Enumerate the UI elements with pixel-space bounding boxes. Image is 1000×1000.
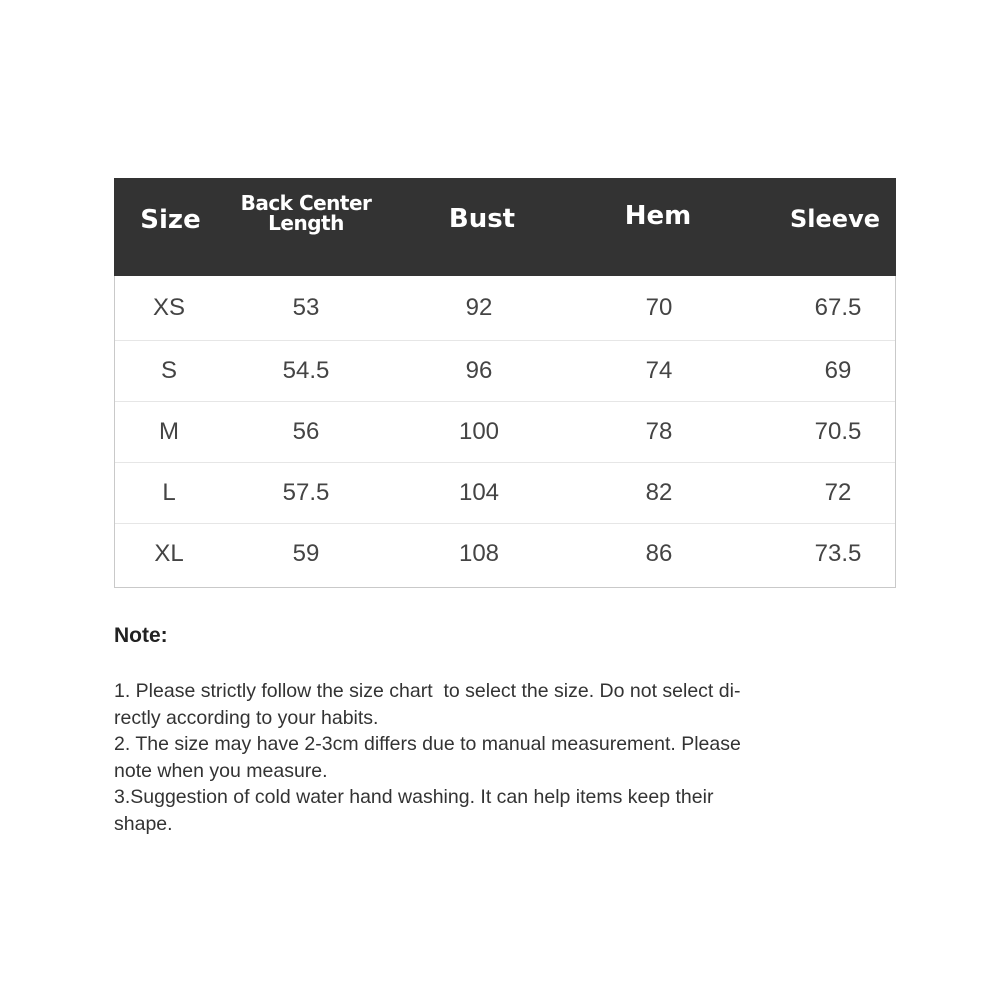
cell-bust: 108	[458, 540, 500, 567]
size-chart-body	[115, 276, 895, 584]
table-row	[115, 524, 895, 584]
header-size: Size	[140, 205, 201, 235]
cell-sleeve: 69	[824, 357, 852, 384]
cell-size: S	[160, 357, 177, 384]
table-row	[115, 463, 895, 524]
cell-sleeve: 70.5	[814, 418, 862, 445]
cell-back-center-length: 54.5	[282, 357, 330, 384]
cell-sleeve: 72	[824, 479, 852, 506]
note-line: 2. The size may have 2-3cm differs due to manual measurement. Please	[114, 733, 741, 755]
note-line: note when you measure.	[114, 759, 328, 782]
cell-hem: 82	[645, 479, 673, 506]
cell-size: XL	[154, 540, 184, 567]
cell-hem: 74	[645, 357, 673, 384]
cell-size: L	[162, 479, 176, 506]
note-line: shape.	[114, 812, 173, 835]
header-back-center-line2: Length	[268, 211, 344, 235]
header-back-center-length	[232, 164, 380, 262]
note-line: 3.Suggestion of cold water hand washing. It can help items keep their	[114, 786, 714, 808]
cell-hem: 78	[645, 418, 673, 445]
header-sleeve: Sleeve	[790, 205, 880, 233]
cell-bust: 104	[458, 479, 500, 506]
table-row	[115, 276, 895, 341]
cell-back-center-length: 59	[292, 540, 320, 567]
note-title: Note:	[114, 624, 168, 647]
cell-back-center-length: 53	[292, 294, 320, 321]
note-line: rectly according to your habits.	[114, 706, 379, 729]
cell-bust: 100	[458, 418, 500, 445]
cell-back-center-length: 57.5	[282, 479, 330, 506]
header-hem: Hem	[624, 201, 692, 231]
cell-sleeve: 67.5	[814, 294, 862, 321]
cell-back-center-length: 56	[292, 418, 320, 445]
note-body	[114, 678, 894, 837]
header-bust: Bust	[448, 204, 516, 234]
cell-sleeve: 73.5	[814, 540, 862, 567]
table-row	[115, 402, 895, 463]
size-chart-table	[114, 178, 896, 588]
cell-bust: 96	[465, 357, 493, 384]
note-line: 1. Please strictly follow the size chart to select the size. Do not select di-	[114, 680, 741, 702]
header-back-center-line1: Back Center	[240, 191, 372, 215]
cell-size: M	[159, 418, 179, 445]
table-row	[115, 341, 895, 402]
cell-bust: 92	[465, 294, 493, 321]
cell-size: XS	[152, 294, 185, 321]
cell-hem: 70	[645, 294, 673, 321]
cell-hem: 86	[645, 540, 673, 567]
size-chart-header	[114, 178, 896, 276]
